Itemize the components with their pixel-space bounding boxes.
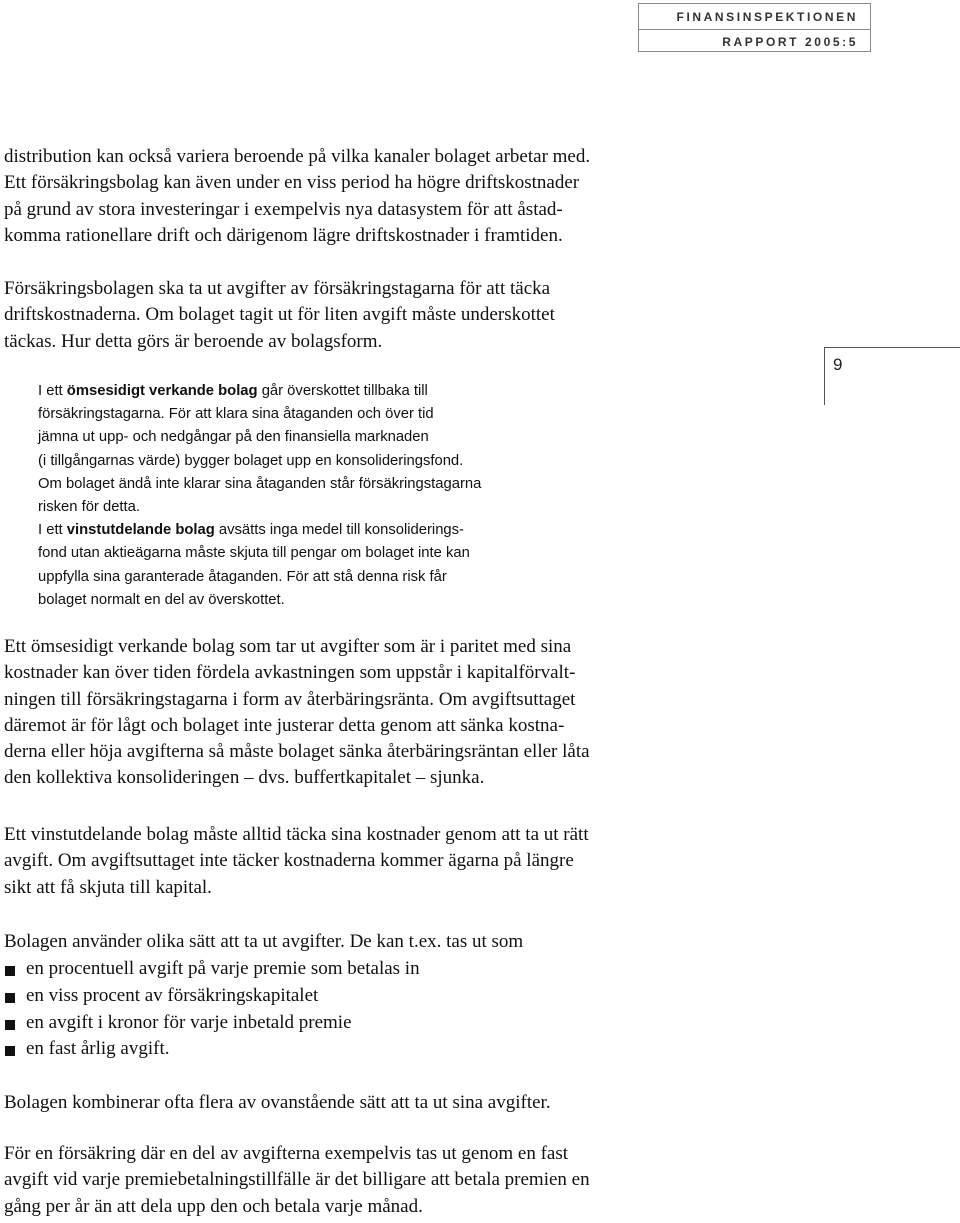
header-divider xyxy=(639,29,870,30)
paragraph-annual-payment xyxy=(4,1141,704,1220)
text-line: den kollektiva konsolideringen – dvs. buffertkapitalet – sjunka. xyxy=(4,767,485,789)
page-number-rule-v xyxy=(824,347,825,405)
text-line: avgift. Om avgiftsuttaget inte täcker kostnaderna kommer ägarna på längre xyxy=(4,850,574,872)
list-item: en procentuell avgift på varje premie som betalas in xyxy=(4,956,420,983)
list-item: en viss procent av försäkringskapitalet xyxy=(4,983,420,1010)
paragraph-mutual-company xyxy=(4,634,704,792)
text-line: Bolagen använder olika sätt att ta ut avgifter. De kan t.ex. tas ut som xyxy=(4,931,524,952)
text-line: avgift vid varje premiebetalningstillfälle är det billigare att betala premien en xyxy=(4,1169,590,1191)
fact-line: bolaget normalt en del av överskottet. xyxy=(38,591,285,608)
text-line: Ett vinstutdelande bolag måste alltid täcka sina kostnader genom att ta ut rätt xyxy=(4,824,589,845)
text-line: derna eller höja avgifterna så måste bolaget sänka återbäringsräntan eller låta xyxy=(4,741,590,763)
text-line: Ett ömsesidigt verkande bolag som tar ut avgifter som är i paritet med sina xyxy=(4,636,572,657)
report-id: RAPPORT 2005:5 xyxy=(722,35,858,49)
text-line: kostnader kan över tiden fördela avkastningen som uppstår i kapitalförvalt- xyxy=(4,662,576,684)
list-item: en avgift i kronor för varje inbetald premie xyxy=(4,1010,420,1037)
paragraph-profit-company xyxy=(4,822,704,901)
fact-line: jämna ut upp- och nedgångar på den finansiella marknaden xyxy=(38,429,429,446)
text-line: gång per år än att dela upp den och betala varje månad. xyxy=(4,1195,423,1217)
square-bullet-icon xyxy=(5,966,15,976)
fact-line: försäkringstagarna. För att klara sina åtaganden och över tid xyxy=(38,406,434,423)
fact-line: I ett vinstutdelande bolag avsätts inga medel till konsoliderings- xyxy=(38,522,464,539)
organization-name: FINANSINSPEKTIONEN xyxy=(676,10,858,24)
page-number: 9 xyxy=(833,355,843,374)
page-number-marker xyxy=(824,347,960,407)
fact-line: risken för detta. xyxy=(38,499,140,516)
text-line: Ett försäkringsbolag kan även under en viss period ha högre driftskostnader xyxy=(4,172,580,194)
fee-methods-list xyxy=(4,956,420,1063)
fact-line: Om bolaget ändå inte klarar sina åtaganden står försäkringstagarna xyxy=(38,475,482,492)
text-line: För en försäkring där en del av avgifterna exempelvis tas ut genom en fast xyxy=(4,1143,569,1164)
text-line: däremot är för lågt och bolaget inte justerar detta genom att sänka kostna- xyxy=(4,714,565,736)
report-header xyxy=(638,3,871,52)
paragraph-fees xyxy=(4,276,704,355)
paragraph-combine-methods xyxy=(4,1090,704,1116)
fact-line: (i tillgångarnas värde) bygger bolaget upp en konsolideringsfond. xyxy=(38,452,464,469)
paragraph-distribution-costs xyxy=(4,144,704,249)
fact-line: fond utan aktieägarna måste skjuta till pengar om bolaget inte kan xyxy=(38,545,470,562)
text-line: Försäkringsbolagen ska ta ut avgifter av försäkringstagarna för att täcka xyxy=(4,278,551,299)
text-line: driftskostnaderna. Om bolaget tagit ut för liten avgift måste underskottet xyxy=(4,304,555,326)
fact-line: uppfylla sina garanterade åtaganden. För att stå denna risk får xyxy=(38,568,447,585)
text-line: på grund av stora investeringar i exempelvis nya datasystem för att åstad- xyxy=(4,198,563,220)
text-line: sikt att få skjuta till kapital. xyxy=(4,876,212,898)
fact-line: I ett ömsesidigt verkande bolag går överskottet tillbaka till xyxy=(38,383,428,399)
square-bullet-icon xyxy=(5,1046,15,1056)
term-profit-company: vinstutdelande bolag xyxy=(66,522,215,539)
text-line: ningen till försäkringstagarna i form av återbäringsränta. Om avgiftsuttaget xyxy=(4,688,576,710)
page-number-rule-h xyxy=(824,347,960,348)
square-bullet-icon xyxy=(5,993,15,1003)
square-bullet-icon xyxy=(5,1020,15,1030)
text-line: komma rationellare drift och därigenom lägre driftskostnader i framtiden. xyxy=(4,224,563,246)
term-mutual-company: ömsesidigt verkande bolag xyxy=(66,383,258,399)
text-line: täckas. Hur detta görs är beroende av bolagsform. xyxy=(4,330,383,352)
list-item: en fast årlig avgift. xyxy=(4,1036,420,1063)
text-line: Bolagen kombinerar ofta flera av ovanstående sätt att ta ut sina avgifter. xyxy=(4,1092,551,1113)
paragraph-fee-methods-intro xyxy=(4,929,704,955)
text-line: distribution kan också variera beroende på vilka kanaler bolaget arbetar med. xyxy=(4,146,591,167)
fact-box-company-forms xyxy=(38,380,578,612)
